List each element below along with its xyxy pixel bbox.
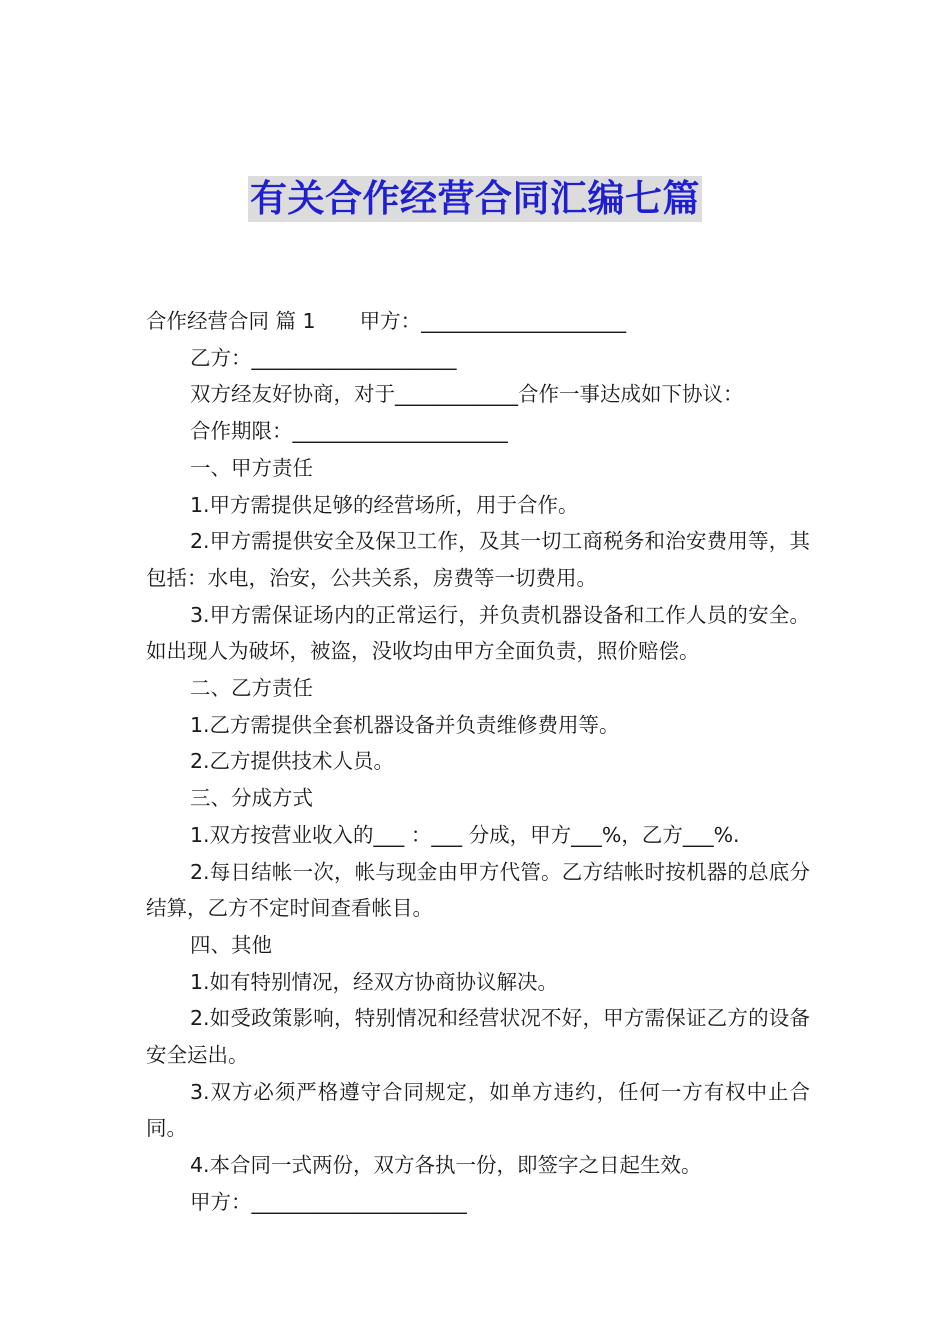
clause-2-2: 2.乙方提供技术人员。 (190, 749, 395, 774)
agreement-intro: 双方经友好协商，对于____________合作一事达成如下协议： (190, 382, 744, 407)
first-line (146, 303, 810, 340)
party-b-line: 乙方：____________________ (190, 345, 457, 370)
clause-2-1: 1.乙方需提供全套机器设备并负责维修费用等。 (190, 712, 620, 737)
cooperation-term: 合作期限：_____________________ (190, 419, 508, 444)
title-block (0, 176, 950, 222)
clause-3-2: 2.每日结帐一次，帐与现金由甲方代管。乙方结帐时按机器的总底分结算，乙方不定时间查看帐目。 (146, 859, 810, 921)
clause-1-1: 1.甲方需提供足够的经营场所，用于合作。 (190, 492, 579, 517)
clause-4-2: 2.如受政策影响，特别情况和经营状况不好，甲方需保证乙方的设备安全运出。 (146, 1006, 810, 1068)
clause-3-1: 1.双方按营业收入的___ ：___ 分成，甲方___%，乙方___%. (190, 822, 740, 847)
party-a-signature-line: 甲方：_____________________ (190, 1189, 467, 1214)
clause-4-4: 4.本合同一式两份，双方各执一份，即签字之日起生效。 (190, 1153, 702, 1178)
clause-1-3: 3.甲方需保证场内的正常运行，并负责机器设备和工作人员的安全。如出现人为破坏，被盗，没收均由甲方全面负责，照价赔偿。 (146, 602, 810, 664)
section-heading-4: 四、其他 (190, 932, 272, 957)
contract-heading: 合作经营合同 篇 1 (146, 309, 316, 333)
section-heading-2: 二、乙方责任 (190, 676, 313, 701)
party-a-line: 甲方：____________________ (359, 309, 627, 333)
contract-body (146, 303, 810, 1221)
section-heading-3: 三、分成方式 (190, 786, 313, 811)
clause-4-1: 1.如有特别情况，经双方协商协议解决。 (190, 969, 559, 994)
section-heading-1: 一、甲方责任 (190, 455, 313, 480)
document-title: 有关合作经营合同汇编七篇 (250, 177, 700, 220)
clause-4-3: 3.双方必须严格遵守合同规定，如单方违约，任何一方有权中止合同。 (146, 1079, 810, 1141)
clause-1-2: 2.甲方需提供安全及保卫工作，及其一切工商税务和治安费用等，其包括：水电，治安，公共关系，房费等一切费用。 (146, 529, 810, 590)
